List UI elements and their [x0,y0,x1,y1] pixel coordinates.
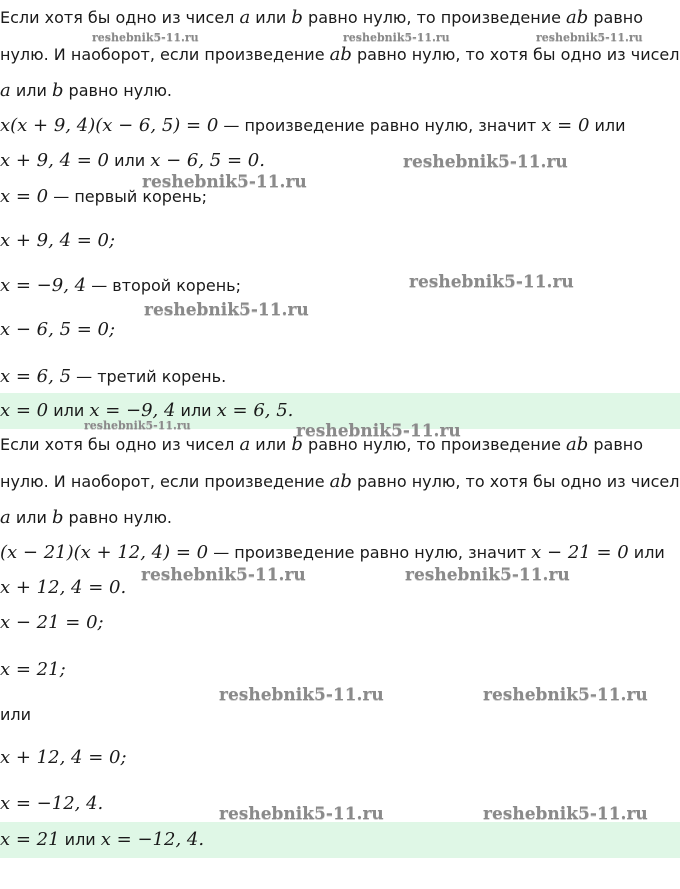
text: равно нулю. [63,508,172,527]
problem1-step2 [0,230,680,252]
problem2-step1 [0,612,680,634]
math: x + 12, 4 = 0; [0,747,127,768]
watermark: reshebnik5-11.ru [405,565,570,585]
watermark: reshebnik5-11.ru [92,31,199,44]
math: b [291,434,303,455]
math: x = −12, 4. [0,793,104,814]
text: или [0,705,32,724]
text: или [59,830,101,849]
problem1-step3 [0,319,680,341]
text: нулю. И наоборот, если произведение [0,45,330,64]
problem2-root1 [0,659,680,681]
problem2-equation-cases [0,577,680,599]
math: a [239,7,251,28]
text: или [10,81,52,100]
math: ab [566,7,589,28]
problem2-theory-line3 [0,507,680,529]
problem1-root3 [0,366,680,388]
math: x = 0 [541,115,590,136]
text: нулю. И наоборот, если произведение [0,472,330,491]
text: или [48,401,90,420]
text: Если хотя бы одно из чисел [0,435,240,454]
text: или [175,401,217,420]
problem1-root2 [0,275,680,297]
text: — произведение равно нулю, значит [208,543,532,562]
problem2-or [0,704,680,726]
math: a [0,507,11,528]
watermark: reshebnik5-11.ru [343,31,450,44]
text: или [589,116,626,135]
problem2-equation [0,542,680,564]
math: x = 21; [0,659,66,680]
math: b [51,80,64,101]
math: b [291,7,303,28]
math: x = 0 [0,186,49,207]
text: — второй корень; [86,276,241,295]
problem1-theory-line2 [0,44,680,66]
text: равно [588,8,644,27]
problem2-answer [0,822,680,858]
math: x = −12, 4. [100,829,205,850]
text: равно нулю, то произведение [302,8,567,27]
problem1-equation [0,115,680,137]
math: x − 21 = 0 [531,542,629,563]
watermark: reshebnik5-11.ru [409,272,574,292]
text: равно нулю, то произведение [302,435,567,454]
math: (x − 21)(x + 12, 4) = 0 [0,542,209,563]
watermark: reshebnik5-11.ru [144,300,309,320]
math: b [51,507,64,528]
watermark: reshebnik5-11.ru [219,804,384,824]
problem2-theory-line2 [0,471,680,493]
text: или [250,435,292,454]
text: или [10,508,52,527]
watermark: reshebnik5-11.ru [219,685,384,705]
watermark: reshebnik5-11.ru [84,419,191,432]
problem1-theory-line3 [0,80,680,102]
text: или [109,151,151,170]
text: или [628,543,665,562]
text: — третий корень. [71,367,227,386]
math: ab [566,434,589,455]
math: x = −9, 4 [0,275,87,296]
text: равно нулю, то хотя бы одно из чисел [351,45,680,64]
math: x + 9, 4 = 0; [0,230,116,251]
math: ab [329,471,352,492]
problem1-theory-line1 [0,7,680,29]
text: равно [588,435,644,454]
watermark: reshebnik5-11.ru [403,152,568,172]
text: — первый корень; [48,187,208,206]
math: x = 21 [0,829,60,850]
math: x = 6, 5 [0,366,72,387]
math: x + 9, 4 = 0 [0,150,110,171]
problem1-equation-cases [0,150,680,172]
math: x = 0 [0,400,49,421]
text: Если хотя бы одно из чисел [0,8,240,27]
math: x − 6, 5 = 0; [0,319,116,340]
text: равно нулю. [63,81,172,100]
watermark: reshebnik5-11.ru [483,685,648,705]
watermark: reshebnik5-11.ru [536,31,643,44]
watermark: reshebnik5-11.ru [141,565,306,585]
math: a [0,80,11,101]
math: a [239,434,251,455]
text: — произведение равно нулю, значит [218,116,542,135]
watermark: reshebnik5-11.ru [483,804,648,824]
math: x + 12, 4 = 0. [0,577,127,598]
problem1-root1 [0,186,680,208]
watermark: reshebnik5-11.ru [296,421,461,441]
problem2-step2 [0,747,680,769]
text: равно нулю, то хотя бы одно из чисел [351,472,680,491]
math: x − 6, 5 = 0. [150,150,265,171]
math: x − 21 = 0; [0,612,104,633]
math: ab [329,44,352,65]
watermark: reshebnik5-11.ru [142,172,307,192]
math: x = −9, 4 [89,400,176,421]
text: или [250,8,292,27]
math: x(x + 9, 4)(x − 6, 5) = 0 [0,115,219,136]
math: x = 6, 5. [216,400,294,421]
